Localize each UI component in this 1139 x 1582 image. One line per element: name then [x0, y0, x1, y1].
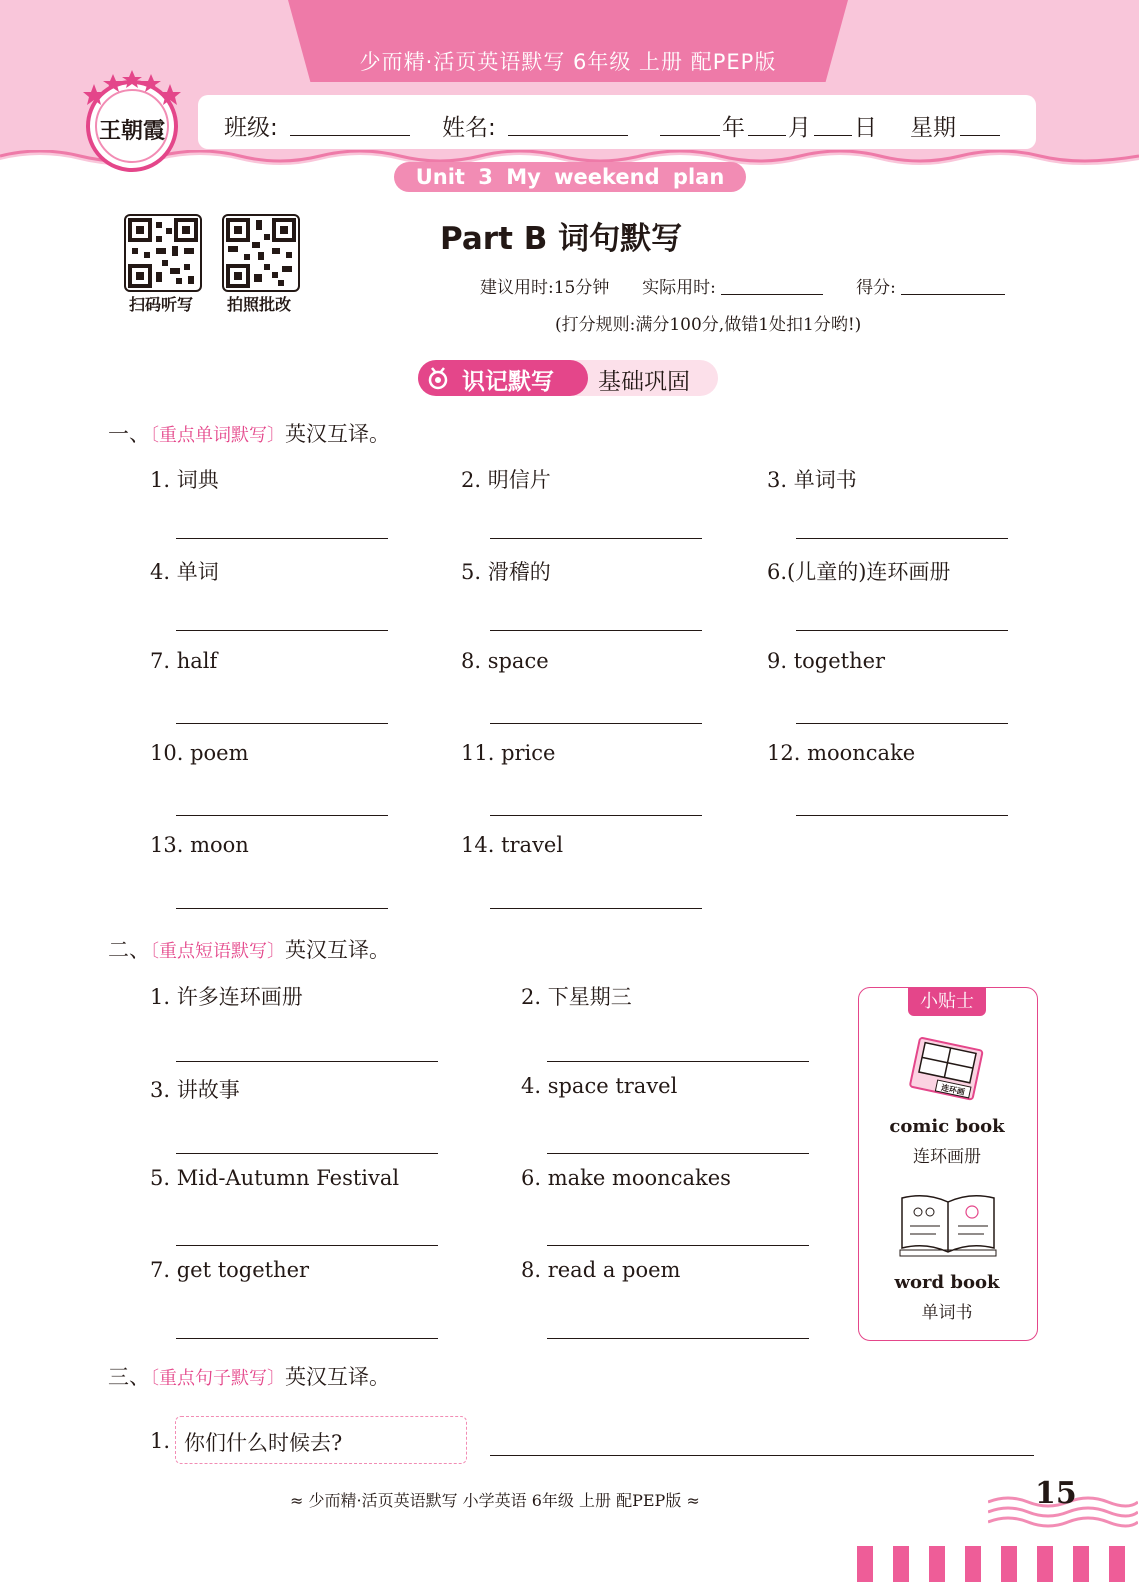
score-label: 得分:	[856, 278, 896, 298]
month-field[interactable]	[748, 135, 786, 136]
answer-line[interactable]	[796, 815, 1008, 816]
svg-text:连环画: 连环画	[940, 1083, 966, 1097]
tip-title: 小贴士	[908, 988, 986, 1016]
phrase-item-8: 8. read a poem	[521, 1258, 681, 1282]
answer-line[interactable]	[547, 1338, 809, 1339]
footer-stripe	[893, 1546, 909, 1582]
answer-line[interactable]	[796, 723, 1008, 724]
part3-instruction: 英汉互译。	[285, 1365, 390, 1389]
phrase-item-5: 5. Mid-Autumn Festival	[150, 1166, 400, 1190]
sentence-number: 1.	[150, 1429, 171, 1453]
answer-line[interactable]	[547, 1153, 809, 1154]
part1-heading	[108, 418, 390, 448]
month-label: 月	[788, 115, 811, 141]
answer-line[interactable]	[490, 630, 702, 631]
publisher-logo	[80, 70, 184, 174]
tip-item2-zh: 单词书	[921, 1303, 973, 1323]
score-field[interactable]	[901, 294, 1005, 295]
part2-heading	[108, 934, 390, 964]
scoring-rule: (打分规则:满分100分,做错1处扣1分哟!)	[555, 315, 862, 335]
word-item-8: 8. space	[461, 649, 549, 673]
svg-text:王朝霞: 王朝霞	[98, 118, 166, 144]
word-item-3: 3. 单词书	[767, 468, 857, 492]
class-field[interactable]	[290, 135, 410, 136]
word-item-7: 7. half	[150, 649, 218, 673]
footer-stripe	[1073, 1546, 1089, 1582]
year-label: 年	[722, 115, 745, 141]
tip-item1-zh: 连环画册	[913, 1147, 981, 1167]
part-title: Part B 词句默写	[440, 221, 683, 257]
part3-heading	[108, 1361, 390, 1391]
weekday-label: 星期	[910, 115, 956, 141]
part2-instruction: 英汉互译。	[285, 938, 390, 962]
suggested-time: 建议用时:15分钟	[480, 278, 610, 298]
page-number: 15	[1035, 1476, 1077, 1511]
series-title: 少而精·活页英语默写 6年级 上册 配PEP版	[359, 50, 777, 74]
qr-listen-label: 扫码听写	[128, 295, 193, 314]
name-label: 姓名:	[442, 115, 496, 141]
word-item-10: 10. poem	[150, 741, 249, 765]
phrase-item-1: 1. 许多连环画册	[150, 985, 303, 1009]
word-item-13: 13. moon	[150, 833, 249, 857]
word-item-11: 11. price	[461, 741, 556, 765]
class-label: 班级:	[224, 115, 278, 141]
word-item-9: 9. together	[767, 649, 886, 673]
answer-line[interactable]	[547, 1061, 809, 1062]
sentence-answer-line[interactable]	[490, 1455, 1034, 1456]
answer-line[interactable]	[176, 1245, 438, 1246]
footer-stripe	[1037, 1546, 1053, 1582]
tip-item1-en: comic book	[889, 1116, 1005, 1137]
timing-line	[480, 273, 1005, 298]
footer-stripe	[857, 1546, 873, 1582]
qr-code-photo-icon[interactable]	[222, 214, 300, 292]
comic-book-icon	[900, 1034, 996, 1106]
part3-prefix: 三、	[108, 1365, 150, 1389]
answer-line[interactable]	[176, 1338, 438, 1339]
year-field[interactable]	[660, 135, 720, 136]
word-item-6: 6.(儿童的)连环画册	[767, 560, 951, 584]
day-label: 日	[854, 115, 877, 141]
footer-stripe	[965, 1546, 981, 1582]
part2-tag: 〔重点短语默写〕	[150, 941, 285, 962]
footer-stripe	[1001, 1546, 1017, 1582]
answer-line[interactable]	[176, 1153, 438, 1154]
qr-photo-label: 拍照批改	[226, 295, 291, 314]
phrase-item-6: 6. make mooncakes	[521, 1166, 731, 1190]
word-item-2: 2. 明信片	[461, 468, 551, 492]
answer-line[interactable]	[176, 538, 388, 539]
actual-time-field[interactable]	[721, 294, 823, 295]
part1-tag: 〔重点单词默写〕	[150, 425, 285, 446]
footer-stripe	[1109, 1546, 1125, 1582]
medal-icon	[426, 366, 450, 390]
qr-code-listen-icon[interactable]	[124, 214, 202, 292]
tip-item2-en: word book	[894, 1272, 1000, 1293]
part3-tag: 〔重点句子默写〕	[150, 1368, 285, 1389]
section-banner-main: 识记默写	[462, 369, 554, 395]
answer-line[interactable]	[176, 815, 388, 816]
answer-line[interactable]	[490, 723, 702, 724]
word-item-14: 14. travel	[461, 833, 564, 857]
footer-series: ≈ 少而精·活页英语默写 小学英语 6年级 上册 配PEP版 ≈	[290, 1491, 700, 1510]
word-item-12: 12. mooncake	[767, 741, 916, 765]
answer-line[interactable]	[176, 1061, 438, 1062]
sentence-text: 你们什么时候去?	[184, 1431, 343, 1455]
footer-stripe	[929, 1546, 945, 1582]
word-item-1: 1. 词典	[150, 468, 219, 492]
answer-line[interactable]	[490, 538, 702, 539]
answer-line[interactable]	[796, 538, 1008, 539]
weekday-field[interactable]	[960, 135, 1000, 136]
answer-line[interactable]	[796, 630, 1008, 631]
unit-banner: Unit 3 My weekend plan	[394, 162, 746, 192]
student-info-bar	[198, 95, 1036, 149]
part2-prefix: 二、	[108, 938, 150, 962]
answer-line[interactable]	[176, 908, 388, 909]
name-field[interactable]	[508, 135, 628, 136]
part1-prefix: 一、	[108, 422, 150, 446]
phrase-item-4: 4. space travel	[521, 1074, 678, 1098]
answer-line[interactable]	[490, 908, 702, 909]
answer-line[interactable]	[490, 815, 702, 816]
phrase-item-3: 3. 讲故事	[150, 1078, 240, 1102]
phrase-item-2: 2. 下星期三	[521, 985, 632, 1009]
phrase-item-7: 7. get together	[150, 1258, 310, 1282]
word-book-icon	[896, 1190, 1000, 1262]
part1-instruction: 英汉互译。	[285, 422, 390, 446]
answer-line[interactable]	[547, 1245, 809, 1246]
answer-line[interactable]	[176, 630, 388, 631]
word-item-5: 5. 滑稽的	[461, 560, 551, 584]
actual-time-label: 实际用时:	[642, 278, 716, 298]
day-field[interactable]	[814, 135, 852, 136]
word-item-4: 4. 单词	[150, 560, 219, 584]
section-banner-sub: 基础巩固	[598, 369, 690, 395]
answer-line[interactable]	[176, 723, 388, 724]
